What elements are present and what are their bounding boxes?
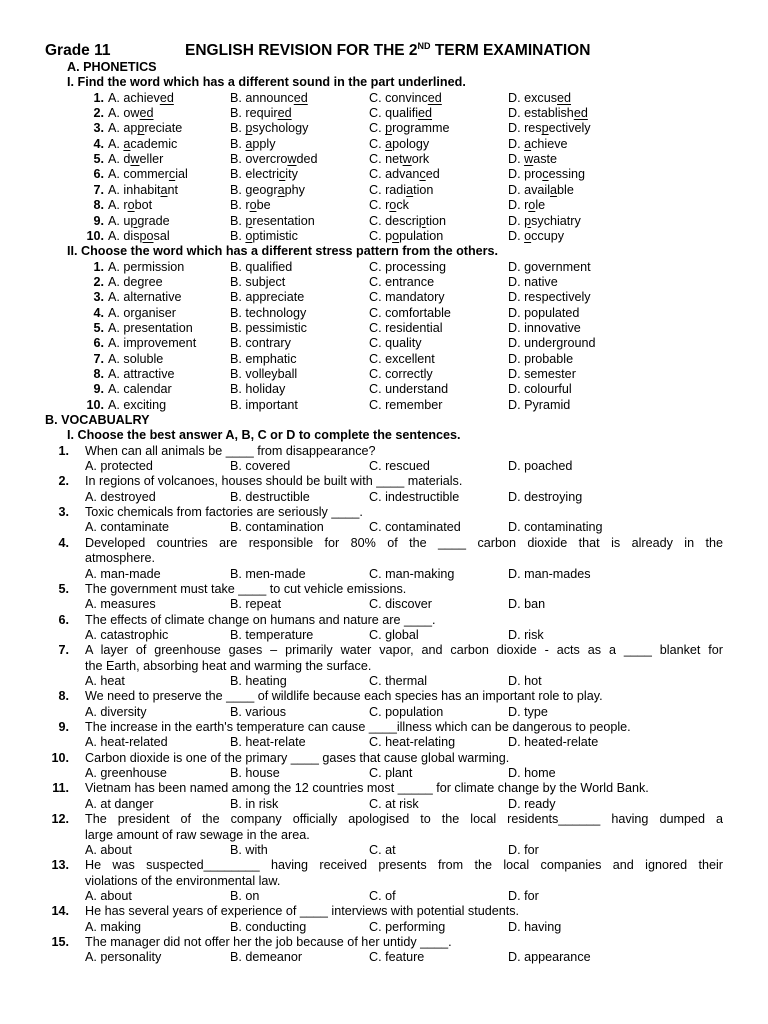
question-line: Carbon dioxide is one of the primary ____ gases that cause global warming.	[85, 750, 510, 765]
question-number: 1.	[58, 443, 69, 458]
option-b: B. psychology	[230, 121, 309, 136]
underlined-part: w	[130, 152, 140, 167]
underlined-part: p	[385, 121, 393, 136]
option-a: A. robot	[108, 198, 153, 213]
option-d: D. role	[508, 198, 546, 213]
option-c: C. plant	[369, 766, 413, 781]
underlined-part: p	[524, 213, 532, 228]
option-b: B. on	[230, 888, 260, 903]
option-c: C. comfortable	[369, 305, 451, 320]
question-number: 8.	[58, 689, 69, 704]
option-a: A. inhabitant	[108, 182, 179, 197]
question-number: 14.	[51, 904, 69, 919]
section-vocabulary-heading: B. VOCABUALRY	[45, 413, 150, 428]
underlined-part: po	[139, 228, 154, 243]
option-b: B. technology	[230, 305, 307, 320]
question-text	[85, 689, 723, 704]
option-a: A. organiser	[108, 305, 176, 320]
option-c: C. man-making	[369, 566, 455, 581]
option-d: D. semester	[508, 367, 576, 381]
option-d: D. innovative	[508, 320, 581, 335]
underlined-part: ed	[573, 106, 588, 121]
underlined-part: o	[528, 198, 536, 213]
option-a: A. achieved	[108, 90, 174, 105]
question-text	[85, 858, 723, 889]
option-c: C. mandatory	[369, 290, 445, 305]
option-c: C. entrance	[369, 274, 435, 289]
question-number: 6.	[58, 612, 69, 627]
option-c: C. residential	[369, 320, 443, 335]
document-title	[45, 42, 735, 62]
option-b: B. conducting	[230, 919, 307, 934]
question-number: 5.	[58, 581, 69, 596]
option-c: C. indestructible	[369, 489, 460, 504]
question-line-continued: large amount of raw sewage in the area.	[85, 827, 310, 842]
option-d: D. destroying	[508, 489, 583, 504]
option-a: A. heat-related	[85, 735, 168, 750]
underlined-part: a	[245, 136, 253, 151]
option-b: B. emphatic	[230, 351, 297, 366]
option-c: C. rescued	[369, 459, 430, 474]
underlined-part: p	[245, 213, 253, 228]
option-c: C. advanced	[369, 167, 440, 182]
question-number: 10.	[51, 750, 69, 765]
question-line: When can all animals be ____ from disappearance?	[85, 443, 376, 458]
option-c: C. population	[369, 704, 444, 719]
option-a: A. alternative	[108, 290, 182, 305]
option-c: C. performing	[369, 919, 446, 934]
option-b: B. required	[230, 106, 292, 121]
exam-title: ENGLISH REVISION FOR THE 2ND TERM EXAMINATION	[185, 41, 591, 59]
option-b: B. in risk	[230, 796, 279, 811]
option-d: D. established	[508, 106, 588, 121]
option-c: C. heat-relating	[369, 735, 456, 750]
option-b: B. electricity	[230, 167, 298, 182]
underlined-part: ed	[427, 90, 442, 105]
question-text	[85, 505, 723, 520]
option-d: D. native	[508, 274, 558, 289]
option-c: C. qualified	[369, 106, 433, 121]
question-number: 2.	[58, 474, 69, 489]
option-c: C. correctly	[369, 367, 433, 381]
underlined-part: a	[277, 182, 285, 197]
option-b: B. men-made	[230, 566, 306, 581]
option-a: A. about	[85, 888, 132, 903]
underlined-part: a	[160, 182, 168, 197]
question-text	[85, 720, 723, 735]
option-d: D. government	[508, 259, 591, 274]
option-c: C. remember	[369, 397, 443, 412]
item-number: 6.	[93, 336, 104, 351]
item-number: 9.	[93, 382, 104, 397]
option-c: C. discover	[369, 597, 432, 612]
underlined-part: a	[385, 136, 393, 151]
option-c: C. feature	[369, 950, 425, 965]
question-text	[85, 474, 723, 489]
option-a: A. protected	[85, 459, 153, 474]
question-line-continued: atmosphere.	[85, 551, 156, 566]
question-text	[85, 751, 723, 766]
question-line: We need to preserve the ____ of wildlife because each species has an important role to play.	[85, 689, 603, 704]
question-line: The government must take ____ to cut vehicle emissions.	[85, 581, 407, 596]
item-number: 5.	[93, 320, 104, 335]
option-c: C. programme	[369, 121, 450, 136]
section-phonetics-heading: A. PHONETICS	[67, 60, 157, 74]
underlined-part: ed	[159, 90, 174, 105]
option-d: D. available	[508, 182, 574, 197]
underlined-part: p	[245, 121, 253, 136]
option-d: D. heated-relate	[508, 735, 599, 750]
option-d: D. contaminating	[508, 520, 603, 535]
option-a: A. catastrophic	[85, 627, 169, 642]
option-b: B. with	[230, 842, 268, 857]
underlined-part: p	[130, 213, 138, 228]
option-a: A. dweller	[108, 152, 164, 167]
option-a: A. attractive	[108, 367, 175, 381]
option-d: D. poached	[508, 459, 573, 474]
option-d: D. colourful	[508, 382, 572, 397]
item-number: 3.	[93, 290, 104, 305]
option-b: B. house	[230, 766, 280, 781]
question-text	[85, 904, 723, 919]
option-c: C. quality	[369, 336, 422, 351]
option-b: B. demeanor	[230, 950, 303, 965]
item-number: 6.	[93, 167, 104, 182]
option-b: B. robe	[230, 198, 271, 213]
option-b: B. repeat	[230, 597, 282, 612]
option-b: B. holiday	[230, 382, 286, 397]
question-number: 13.	[51, 858, 69, 873]
underlined-part: ed	[277, 106, 292, 121]
item-number: 10.	[86, 397, 104, 412]
option-d: D. processing	[508, 167, 585, 182]
underlined-part: o	[127, 198, 135, 213]
question-text	[85, 643, 723, 674]
option-b: B. volleyball	[230, 367, 298, 381]
option-c: C. contaminated	[369, 520, 461, 535]
option-a: A. presentation	[108, 320, 193, 335]
question-line: The effects of climate change on humans and nature are ____.	[85, 612, 436, 627]
option-c: C. of	[369, 888, 396, 903]
question-number: 11.	[52, 781, 69, 796]
option-d: D. ban	[508, 597, 546, 612]
option-b: B. covered	[230, 459, 291, 474]
item-number: 8.	[93, 198, 104, 213]
underlined-part: a	[123, 136, 131, 151]
option-a: A. measures	[85, 597, 156, 612]
underlined-part: ed	[293, 90, 308, 105]
option-a: A. permission	[108, 259, 185, 274]
question-line: The president of the company officially apologised to the local residents______ having dumped a	[85, 812, 723, 827]
option-b: B. temperature	[230, 627, 314, 642]
option-b: B. subject	[230, 274, 286, 289]
question-line: He was suspected________ having received presents from the local companies and ignored their	[85, 858, 723, 873]
question-text	[85, 781, 723, 796]
option-c: C. thermal	[369, 673, 428, 688]
option-b: B. various	[230, 704, 286, 719]
item-number: 7.	[93, 351, 104, 366]
option-b: B. heat-relate	[230, 735, 306, 750]
option-b: B. presentation	[230, 213, 315, 228]
option-d: D. risk	[508, 627, 544, 642]
question-line: Developed countries are responsible for 80% of the ____ carbon dioxide that is already in the	[85, 535, 723, 550]
question-text	[85, 444, 723, 459]
option-a: A. destroyed	[85, 489, 156, 504]
question-text	[85, 812, 723, 843]
option-b: B. announced	[230, 90, 308, 105]
option-a: A. exciting	[108, 397, 167, 412]
underlined-part: p	[137, 121, 145, 136]
grade-label: Grade 11	[45, 42, 111, 59]
option-b: B. heating	[230, 673, 287, 688]
option-c: C. global	[369, 627, 419, 642]
item-number: 1.	[93, 259, 104, 274]
option-d: D. occupy	[508, 228, 565, 243]
option-d: D. respectively	[508, 121, 591, 136]
option-d: D. ready	[508, 796, 556, 811]
option-a: A. heat	[85, 673, 125, 688]
underlined-part: a	[550, 182, 558, 197]
underlined-part: w	[287, 152, 297, 167]
underlined-part: p	[418, 213, 426, 228]
question-line-continued: the Earth, absorbing heat and warming the surface.	[85, 658, 372, 673]
option-b: B. destructible	[230, 489, 310, 504]
underlined-part: ed	[557, 90, 572, 105]
phonetics-part2-instruction: II. Choose the word which has a different stress pattern from the others.	[67, 244, 499, 259]
option-c: C. radiation	[369, 182, 434, 197]
question-line: The increase in the earth's temperature can cause ____illness which can be dangerous to people.	[85, 720, 631, 735]
underlined-part: o	[389, 198, 397, 213]
option-a: A. calendar	[108, 382, 172, 397]
question-number: 7.	[58, 643, 69, 658]
underlined-part: o	[392, 228, 400, 243]
option-b: B. important	[230, 397, 298, 412]
option-d: D. type	[508, 704, 548, 719]
option-d: D. Pyramid	[508, 397, 571, 412]
option-d: D. waste	[508, 152, 558, 167]
option-a: A. contaminate	[85, 520, 170, 535]
underlined-part: o	[249, 198, 257, 213]
underlined-part: a	[406, 182, 414, 197]
option-a: A. about	[85, 842, 132, 857]
option-a: A. at danger	[85, 796, 154, 811]
option-c: C. at	[369, 842, 396, 857]
question-line: Toxic chemicals from factories are seriously ____.	[85, 505, 363, 520]
underlined-part: c	[542, 167, 549, 182]
item-number: 2.	[93, 274, 104, 289]
underlined-part: c	[168, 167, 176, 182]
underlined-part: ed	[418, 106, 433, 121]
option-a: A. upgrade	[108, 213, 170, 228]
underlined-part: o	[524, 228, 532, 243]
item-number: 10.	[86, 228, 104, 243]
underlined-part: o	[245, 228, 253, 243]
option-d: D. populated	[508, 305, 580, 320]
underlined-part: p	[541, 121, 549, 136]
item-number: 4.	[93, 136, 104, 151]
item-number: 9.	[93, 213, 104, 228]
underlined-part: c	[419, 167, 426, 182]
option-a: A. making	[85, 919, 141, 934]
option-d: D. for	[508, 842, 539, 857]
option-b: B. pessimistic	[230, 320, 307, 335]
question-line: The manager did not offer her the job because of her untidy ____.	[85, 934, 452, 949]
option-c: C. apology	[369, 136, 430, 151]
option-b: B. apply	[230, 136, 276, 151]
option-c: C. rock	[369, 198, 409, 213]
option-a: A. improvement	[108, 336, 197, 351]
vocabulary-instruction: I. Choose the best answer A, B, C or D to complete the sentences.	[67, 428, 461, 443]
question-number: 9.	[58, 720, 69, 735]
item-number: 5.	[93, 152, 104, 167]
option-c: C. network	[369, 152, 430, 167]
underlined-part: c	[279, 167, 286, 182]
option-c: C. population	[369, 228, 444, 243]
option-d: D. man-mades	[508, 566, 591, 581]
option-a: A. personality	[85, 950, 162, 965]
option-a: A. diversity	[85, 704, 147, 719]
option-d: D. probable	[508, 351, 574, 366]
option-c: C. understand	[369, 382, 449, 397]
option-c: C. excellent	[369, 351, 435, 366]
item-number: 8.	[93, 367, 104, 381]
option-d: D. achieve	[508, 136, 568, 151]
question-number: 3.	[58, 505, 69, 520]
question-text	[85, 613, 723, 628]
option-b: B. optimistic	[230, 228, 298, 243]
option-d: D. underground	[508, 336, 596, 351]
option-a: A. soluble	[108, 351, 164, 366]
option-c: C. at risk	[369, 796, 419, 811]
question-line: He has several years of experience of ____ interviews with potential students.	[85, 904, 520, 919]
option-d: D. excused	[508, 90, 572, 105]
option-c: C. convinced	[369, 90, 442, 105]
underlined-part: w	[524, 152, 534, 167]
option-d: D. home	[508, 766, 556, 781]
option-a: A. appreciate	[108, 121, 183, 136]
question-line: In regions of volcanoes, houses should be built with ____ materials.	[85, 474, 463, 489]
phonetics-part1-instruction: I. Find the word which has a different sound in the part underlined.	[67, 75, 466, 90]
item-number: 3.	[93, 121, 104, 136]
option-a: A. man-made	[85, 566, 161, 581]
question-number: 4.	[58, 535, 69, 550]
option-a: A. academic	[108, 136, 178, 151]
option-b: B. contamination	[230, 520, 324, 535]
option-b: B. qualified	[230, 259, 293, 274]
question-text	[85, 582, 723, 597]
option-a: A. greenhouse	[85, 766, 167, 781]
item-number: 1.	[93, 90, 104, 105]
option-c: C. description	[369, 213, 447, 228]
option-d: D. psychiatry	[508, 213, 581, 228]
underlined-part: a	[524, 136, 532, 151]
question-line: A layer of greenhouse gases – primarily water vapor, and carbon dioxide - acts as a ____ blanket for	[85, 643, 723, 658]
option-b: B. overcrowded	[230, 152, 318, 167]
option-c: C. processing	[369, 259, 446, 274]
question-number: 12.	[51, 812, 69, 827]
option-b: B. appreciate	[230, 290, 305, 305]
underlined-part: ed	[139, 106, 154, 121]
question-line: Vietnam has been named among the 12 countries most _____ for climate change by the World Bank.	[85, 781, 649, 796]
question-text	[85, 536, 723, 567]
option-d: D. hot	[508, 673, 542, 688]
question-line-continued: violations of the environmental law.	[85, 873, 281, 888]
option-a: A. disposal	[108, 228, 170, 243]
underlined-part: w	[402, 152, 412, 167]
option-b: B. contrary	[230, 336, 291, 351]
item-number: 7.	[93, 182, 104, 197]
option-b: B. geography	[230, 182, 305, 197]
option-d: D. respectively	[508, 290, 591, 305]
option-a: A. degree	[108, 274, 163, 289]
question-text	[85, 935, 723, 950]
option-d: D. for	[508, 888, 539, 903]
question-number: 15.	[51, 934, 69, 949]
item-number: 2.	[93, 106, 104, 121]
option-a: A. owed	[108, 106, 154, 121]
option-d: D. having	[508, 919, 562, 934]
option-d: D. appearance	[508, 950, 591, 965]
item-number: 4.	[93, 305, 104, 320]
option-a: A. commercial	[108, 167, 188, 182]
